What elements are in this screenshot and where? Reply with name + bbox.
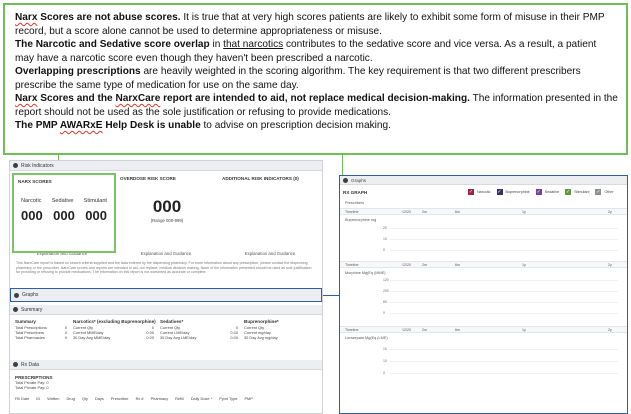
narcotics-col-header: Narcotics* (excluding Buprenorphine) bbox=[73, 319, 156, 324]
collapse-icon[interactable] bbox=[13, 362, 18, 367]
summary-cell: Current Qty bbox=[244, 325, 265, 330]
callout-text-2a: in bbox=[209, 39, 224, 50]
summary-grid bbox=[15, 319, 317, 340]
narxcare-word: NarxCare bbox=[115, 93, 161, 104]
column-header[interactable]: Days bbox=[94, 396, 104, 401]
prescriptions-title: PRESCRIPTIONS bbox=[15, 375, 53, 380]
timeline-axis bbox=[340, 326, 627, 333]
callout-text-3: are heavily weighted in the scoring algorithm. The key requirement is that two different prescribers prescribe the same type of medication for use on the same day. bbox=[15, 66, 581, 91]
timeline-tick: 6m bbox=[455, 262, 460, 267]
timeline-tick: 12/20 bbox=[402, 262, 411, 267]
y-tick: 20 bbox=[383, 226, 387, 230]
rx-data-section-header[interactable] bbox=[10, 360, 322, 370]
buprenorphine-col-header: Buprenorphine* bbox=[244, 319, 279, 324]
explanation-link-narx[interactable]: Explanation and Guidance bbox=[36, 251, 88, 256]
timeline-tick: 12/20 bbox=[402, 327, 411, 332]
callout-heading-4a: Scores and the bbox=[37, 93, 116, 104]
narx-scores-box bbox=[12, 173, 116, 253]
report-disclaimer: This NarxCare report is based on search criteria supplied and the data entered by the dispensing pharmacy. For more information about any prescription, please contact the dispensing pharmacy or the prescriber. NarxCare scores and reports are intended to aid, not replace, medical decision making. None of the information presented should be used as sole justification for providing or refusing to provide medications. The information on this report is not warranted as accurate or complete. bbox=[16, 261, 312, 275]
overdose-risk-range: (Range 000-999) bbox=[150, 218, 184, 223]
callout-paragraph-5 bbox=[15, 119, 618, 133]
callout-heading-2: The Narcotic and Sedative score overlap bbox=[15, 39, 210, 50]
summary-cell: Current MME/day 0.00 bbox=[73, 330, 154, 335]
summary-cell: 30 Day Avg mg/day bbox=[244, 335, 278, 340]
chart-label: Buprenorphine mg bbox=[345, 218, 377, 222]
explanation-link-additional[interactable]: Explanation and Guidance bbox=[244, 251, 296, 256]
narx-score-values bbox=[18, 208, 110, 223]
buprenorphine-chart bbox=[345, 215, 622, 261]
sedative-label: Sedative bbox=[51, 198, 74, 204]
awarxe-word: AWARxE bbox=[59, 120, 103, 131]
checkbox-icon[interactable]: ✓ bbox=[497, 189, 502, 195]
timeline-label: Timeline bbox=[345, 262, 359, 267]
collapse-icon[interactable] bbox=[13, 307, 18, 312]
rx-graph-title: RX GRAPH bbox=[343, 189, 368, 195]
callout-underlined-phrase: that narcotics bbox=[223, 39, 284, 50]
collapse-icon[interactable] bbox=[13, 163, 18, 168]
timeline-label: Timeline bbox=[345, 209, 359, 214]
timeline-tick: 2y bbox=[608, 262, 612, 267]
checkbox-icon[interactable]: ✓ bbox=[565, 189, 571, 195]
gridline bbox=[390, 361, 618, 362]
column-header[interactable]: ID bbox=[36, 396, 41, 401]
narx-scores-title: NARX SCORES bbox=[18, 179, 52, 184]
y-tick: 80 bbox=[383, 300, 387, 304]
gridline bbox=[390, 228, 618, 229]
connector-graphs-right bbox=[322, 295, 339, 296]
sedative-score: 000 bbox=[53, 208, 75, 223]
stimulant-label: Stimulant bbox=[83, 198, 107, 204]
y-tick: 200 bbox=[383, 289, 389, 293]
summary-cell: Current Qty 0 bbox=[73, 325, 154, 330]
callout-text-5: to advise on prescription decision making. bbox=[200, 120, 391, 131]
callout-text-1: It is true that at very high scores patients are likely to exhibit some form of misuse in their PMP record, but a score alone cannot be used to determine appropriateness or misuse. bbox=[15, 12, 605, 37]
summary-cell: Current mg/day bbox=[244, 330, 271, 335]
summary-table bbox=[10, 317, 322, 342]
rx-count-line: Total Private Pay: 0 bbox=[15, 385, 49, 390]
summary-cell: Total Prescriptions 0 bbox=[15, 325, 67, 330]
gridline bbox=[390, 313, 618, 314]
callout-heading-1: Scores are not abuse scores. bbox=[37, 12, 181, 23]
column-header[interactable]: Prescriber bbox=[110, 396, 129, 401]
column-header[interactable]: Rx # bbox=[135, 396, 144, 401]
sedatives-col-header: Sedatives* bbox=[160, 319, 184, 324]
gridline bbox=[390, 280, 618, 281]
collapse-icon[interactable] bbox=[343, 178, 348, 183]
checkbox-icon[interactable]: ✓ bbox=[536, 189, 541, 195]
overdose-risk-title: OVERDOSE RISK SCORE bbox=[120, 176, 176, 181]
callout-paragraph-3 bbox=[15, 65, 618, 92]
timeline-tick: 2m bbox=[422, 262, 427, 267]
callout-heading-4b: report are intended to aid, not replace medical decision-making. bbox=[160, 93, 470, 104]
column-header[interactable]: Qty bbox=[81, 396, 88, 401]
summary-section-title: Summary bbox=[21, 306, 43, 313]
prescribers-label: Prescribers bbox=[345, 201, 365, 205]
stimulant-score: 000 bbox=[85, 208, 107, 223]
timeline-tick: 6m bbox=[455, 327, 460, 332]
column-header[interactable]: Fill Date bbox=[15, 396, 30, 401]
summary-cell: 30 Day Avg LME/day 0.00 bbox=[160, 335, 238, 340]
graphs-panel-title: Graphs bbox=[351, 177, 367, 183]
timeline-tick: 6m bbox=[455, 209, 460, 214]
gridline bbox=[390, 239, 618, 240]
rx-data-section-title: Rx Data bbox=[21, 361, 40, 368]
gridline bbox=[390, 349, 618, 350]
narxcare-report-panel bbox=[9, 160, 323, 414]
column-header[interactable]: Drug bbox=[66, 396, 75, 401]
expand-icon[interactable] bbox=[14, 293, 19, 298]
prescriptions-table bbox=[10, 372, 322, 404]
callout-paragraph-4 bbox=[15, 92, 618, 119]
chart-label: Lorazepam Mg(Eq (LME) bbox=[345, 336, 388, 340]
timeline-axis bbox=[340, 208, 627, 215]
narx-word-2: Narx bbox=[15, 93, 38, 104]
summary-cell: Current Qty 0 bbox=[160, 325, 238, 330]
connector-graphs-up bbox=[342, 155, 343, 175]
gridline bbox=[390, 291, 618, 292]
overdose-risk-box bbox=[116, 171, 218, 249]
callout-heading-5b: Help Desk is unable bbox=[102, 120, 201, 131]
column-header[interactable]: Pymt Type bbox=[219, 396, 238, 401]
callout-text-2b: contributes to the sedative score and vice versa. As a result, a patient may have a narcotic score even though they haven't been prescribed a narcotic. bbox=[15, 39, 597, 64]
timeline-tick: 2y bbox=[608, 209, 612, 214]
callout-text-4: The information presented in the report should not be used as the sole justification or refusing to provide medications. bbox=[15, 93, 618, 118]
legend-other[interactable]: ✓ Other bbox=[596, 189, 614, 195]
y-tick: 0 bbox=[383, 311, 385, 315]
callout-heading-5a: The PMP bbox=[15, 120, 60, 131]
summary-cell: 30 Day Avg MME/day 0.00 bbox=[73, 335, 154, 340]
graphs-section-title: Graphs bbox=[22, 292, 39, 298]
y-tick: 0 bbox=[383, 248, 385, 252]
callout-paragraph-1 bbox=[15, 11, 618, 38]
y-tick: 10 bbox=[383, 237, 387, 241]
gridline bbox=[390, 250, 618, 251]
column-header[interactable]: PMP bbox=[244, 396, 253, 401]
narcotic-score: 000 bbox=[21, 208, 43, 223]
timeline-tick: 1y bbox=[522, 209, 526, 214]
y-tick: 0 bbox=[383, 371, 385, 375]
morphine-chart bbox=[345, 268, 622, 326]
column-header[interactable]: Written bbox=[47, 396, 60, 401]
column-header[interactable]: Pharmacy bbox=[150, 396, 169, 401]
risk-indicators-row bbox=[10, 171, 322, 249]
checkbox-icon[interactable]: ✓ bbox=[468, 189, 474, 195]
timeline-label: Timeline bbox=[345, 327, 359, 332]
y-tick: 120 bbox=[383, 278, 389, 282]
explanation-link-overdose[interactable]: Explanation and Guidance bbox=[140, 251, 192, 256]
column-header[interactable]: Daily Dose * bbox=[190, 396, 213, 401]
legend-stimulant[interactable]: ✓ Stimulant bbox=[565, 189, 590, 195]
timeline-tick: 2y bbox=[608, 327, 612, 332]
chart-label: Morphine Mg(Eq (MME) bbox=[345, 271, 386, 275]
prescriptions-column-headers bbox=[15, 396, 317, 401]
additional-risk-title: ADDITIONAL RISK INDICATORS (0) bbox=[222, 176, 299, 181]
y-tick: 10 bbox=[383, 347, 387, 351]
timeline-axis bbox=[340, 261, 627, 268]
callout-heading-3: Overlapping prescriptions bbox=[15, 66, 141, 77]
explanation-callout bbox=[3, 3, 628, 155]
timeline-tick: 1y bbox=[522, 327, 526, 332]
summary-col-header: Summary bbox=[15, 319, 36, 324]
summary-cell: Current LME/day 0.00 bbox=[160, 330, 238, 335]
rx-graph-legend bbox=[340, 185, 627, 199]
gridline bbox=[390, 302, 618, 303]
graphs-panel bbox=[339, 175, 628, 414]
column-header[interactable]: Refill bbox=[175, 396, 184, 401]
overdose-risk-score: 000 bbox=[152, 197, 182, 216]
additional-risk-box bbox=[218, 171, 322, 249]
summary-cell: Total Prescribers 0 bbox=[15, 330, 67, 335]
callout-paragraph-2 bbox=[15, 38, 618, 65]
graphs-section-header[interactable] bbox=[10, 288, 322, 302]
narx-score-labels bbox=[18, 198, 110, 204]
legend-buprenorphine[interactable]: ✓ Buprenorphine bbox=[497, 189, 530, 195]
checkbox-icon[interactable]: ✓ bbox=[596, 189, 601, 195]
timeline-tick: 2m bbox=[422, 327, 427, 332]
risk-indicators-header[interactable] bbox=[10, 161, 322, 171]
summary-cell: Total Pharmacies 0 bbox=[15, 335, 67, 340]
risk-indicators-title: Risk Indicators bbox=[21, 162, 54, 169]
rx-count-line: Total Private Pay: 0 bbox=[15, 380, 49, 385]
legend-sedative[interactable]: ✓ Sedative bbox=[536, 189, 560, 195]
y-tick: 10 bbox=[383, 359, 387, 363]
summary-section-header[interactable] bbox=[10, 305, 322, 315]
timeline-tick: 2m bbox=[422, 209, 427, 214]
gridline bbox=[390, 373, 618, 374]
narx-word: Narx bbox=[15, 12, 38, 23]
timeline-tick: 1y bbox=[522, 262, 526, 267]
lorazepam-chart bbox=[345, 333, 622, 383]
legend-narcotic[interactable]: ✓ Narcotic bbox=[468, 189, 491, 195]
timeline-tick: 12/20 bbox=[402, 209, 411, 214]
narcotic-label: Narcotic bbox=[21, 198, 42, 204]
graphs-panel-header[interactable] bbox=[340, 176, 627, 185]
